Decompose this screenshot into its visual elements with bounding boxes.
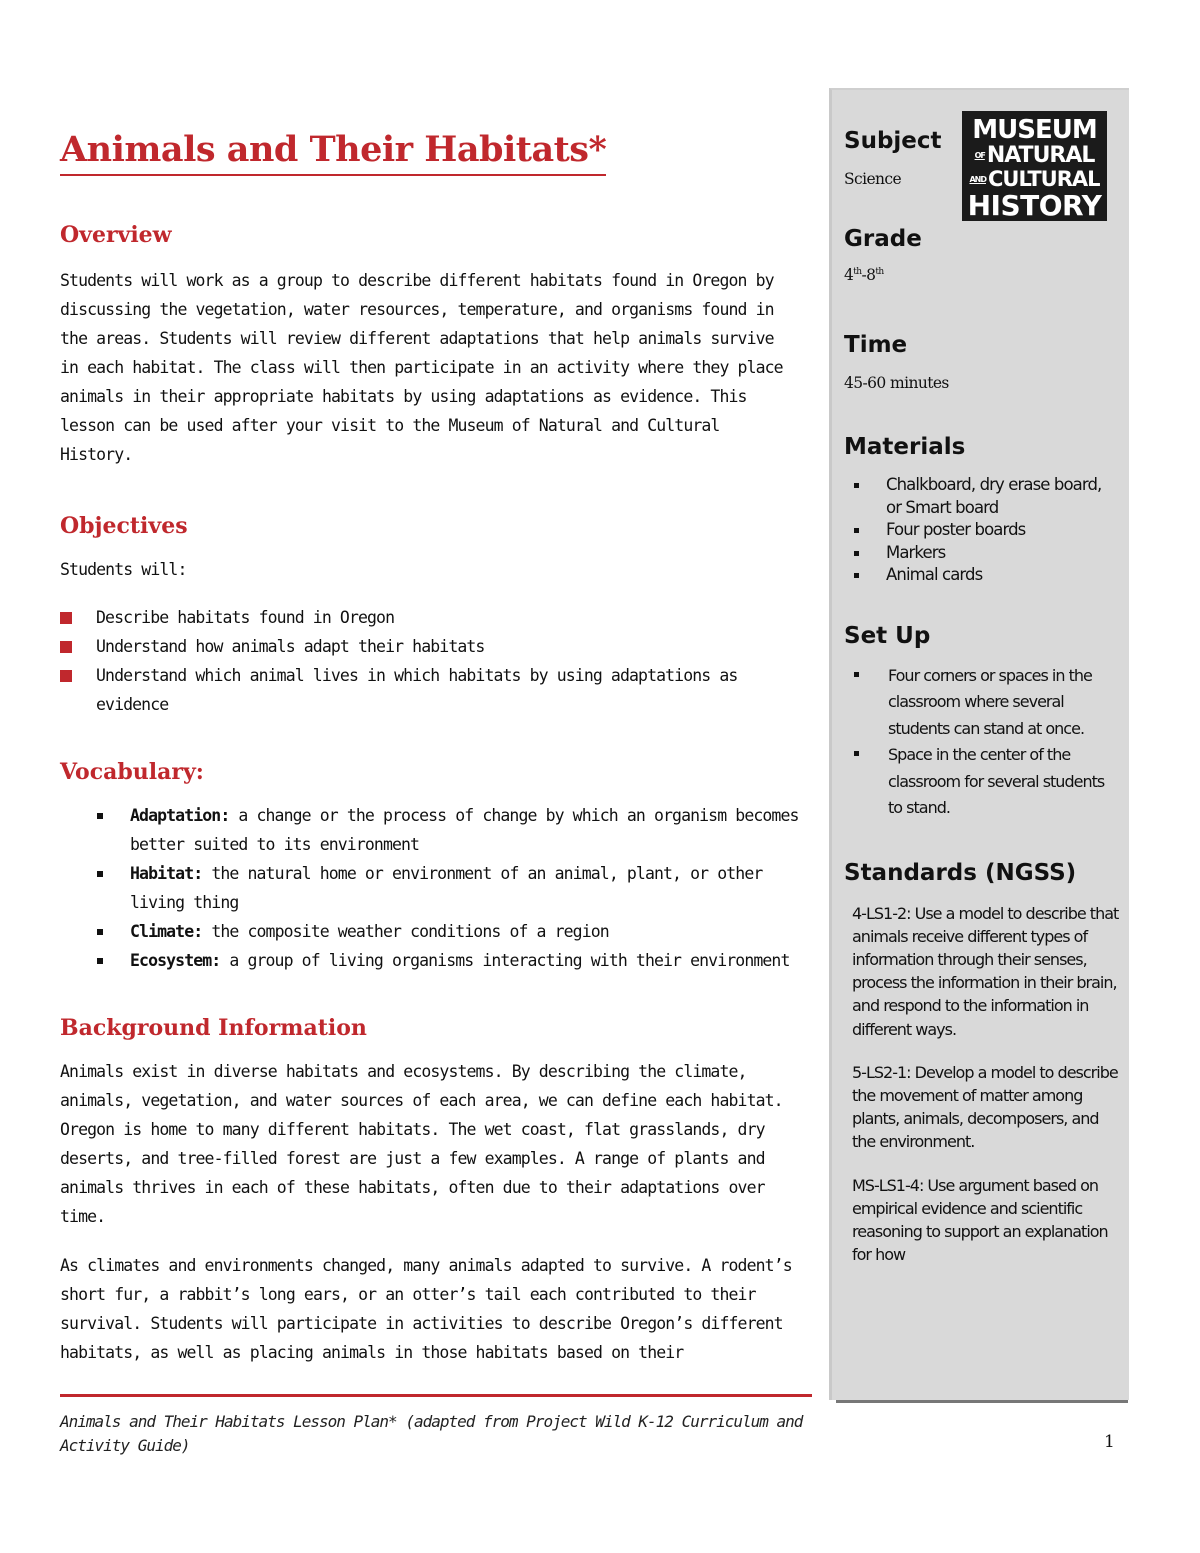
museum-logo: MUSEUM OFNATURAL ANDCULTURAL HISTORY	[962, 111, 1107, 221]
square-bullet-icon	[854, 751, 859, 756]
sidebar-content	[844, 90, 1119, 1266]
list-item: Markers	[844, 542, 1119, 565]
objectives-heading: Objectives	[60, 513, 188, 539]
vocab-term: Ecosystem:	[130, 951, 221, 970]
vocabulary-list	[60, 801, 800, 975]
list-item: Four corners or spaces in the classroom where several students can stand at once.	[844, 663, 1119, 743]
list-item	[60, 859, 800, 917]
subject-label: Subject	[844, 128, 942, 154]
objectives-intro: Students will:	[60, 560, 187, 579]
square-bullet-icon	[60, 641, 72, 653]
square-bullet-icon	[60, 612, 72, 624]
objectives-list	[60, 603, 800, 719]
vocab-term: Climate:	[130, 922, 203, 941]
vocabulary-heading: Vocabulary:	[60, 759, 204, 785]
list-item: Understand how animals adapt their habitats	[60, 632, 800, 661]
vocab-definition: a group of living organisms interacting with their environment	[229, 951, 790, 970]
overview-heading: Overview	[60, 222, 172, 248]
square-bullet-icon	[97, 929, 103, 935]
main-column	[60, 128, 800, 1367]
vocab-definition: a change or the process of change by which an organism becomes better suited to its environment	[130, 806, 799, 854]
vocab-definition: the natural home or environment of an animal, plant, or other living thing	[130, 864, 763, 912]
list-item: Understand which animal lives in which habitats by using adaptations as evidence	[60, 661, 800, 719]
square-bullet-icon	[854, 551, 859, 556]
footer-text: Animals and Their Habitats Lesson Plan* (adapted from Project Wild K-12 Curriculum and Activity Guide)	[60, 1412, 803, 1455]
setup-label: Set Up	[844, 622, 931, 649]
footer-divider	[60, 1394, 812, 1397]
list-item: Chalkboard, dry erase board, or Smart board	[844, 474, 1119, 519]
standard-ms-ls1-4: MS-LS1-4: Use argument based on empirical evidence and scientific reasoning to support an explanation for how	[852, 1175, 1108, 1265]
background-paragraph-1: Animals exist in diverse habitats and ecosystems. By describing the climate, animals, vegetation, and water sources of each area, we can define each habitat. Oregon is home to many different habitats. The wet coast, flat grasslands, dry deserts, and tree-filled forest are just a few examples. A range of plants and animals thrives in each of these habitats, often due to their adaptations over time.	[60, 1062, 783, 1226]
background-paragraph-2: As climates and environments changed, many animals adapted to survive. A rodent’s short fur, a rabbit’s long ears, or an otter’s tail each contributed to their survival. Students will participate in activities to describe Oregon’s different habitats, as well as placing animals in those habitats based on their	[60, 1256, 792, 1362]
standards-label: Standards (NGSS)	[844, 859, 1077, 886]
list-item: Four poster boards	[844, 519, 1119, 542]
list-item	[60, 946, 800, 975]
list-item	[60, 801, 800, 859]
sidebar	[829, 88, 1129, 1400]
materials-label: Materials	[844, 434, 966, 460]
grade-value: 4th-8th	[844, 266, 884, 284]
materials-list	[844, 474, 1119, 587]
page-title: Animals and Their Habitats*	[60, 128, 606, 176]
square-bullet-icon	[854, 483, 859, 488]
square-bullet-icon	[60, 670, 72, 682]
square-bullet-icon	[854, 573, 859, 578]
grade-label: Grade	[844, 226, 922, 252]
standard-4-ls1-2: 4-LS1-2: Use a model to describe that animals receive different types of information through their senses, process the information in their brain, and respond to the information in different ways.	[852, 903, 1119, 1039]
overview-text: Students will work as a group to describe different habitats found in Oregon by discussing the vegetation, water resources, temperature, and organisms found in the areas. Students will review different adaptations that help animals survive in each habitat. The class will then participate in an activity where they place animals in their appropriate habitats by using adaptations as evidence. This lesson can be used after your visit to the Museum of Natural and Cultural History.	[60, 271, 783, 464]
square-bullet-icon	[97, 871, 103, 877]
background-heading: Background Information	[60, 1015, 367, 1041]
vocab-term: Habitat:	[130, 864, 203, 883]
time-value: 45-60 minutes	[844, 374, 949, 392]
square-bullet-icon	[854, 672, 859, 677]
standard-5-ls2-1: 5-LS2-1: Develop a model to describe the movement of matter among plants, animals, decomposers, and the environment.	[852, 1062, 1118, 1152]
page-number: 1	[1104, 1432, 1115, 1452]
list-item: Space in the center of the classroom for several students to stand.	[844, 742, 1119, 822]
list-item: Animal cards	[844, 564, 1119, 587]
square-bullet-icon	[854, 528, 859, 533]
time-label: Time	[844, 332, 908, 358]
square-bullet-icon	[97, 813, 103, 819]
subject-value: Science	[844, 170, 902, 188]
vocab-definition: the composite weather conditions of a region	[211, 922, 609, 941]
setup-list	[844, 663, 1119, 822]
list-item: Describe habitats found in Oregon	[60, 603, 800, 632]
list-item	[60, 917, 800, 946]
square-bullet-icon	[97, 958, 103, 964]
vocab-term: Adaptation:	[130, 806, 230, 825]
